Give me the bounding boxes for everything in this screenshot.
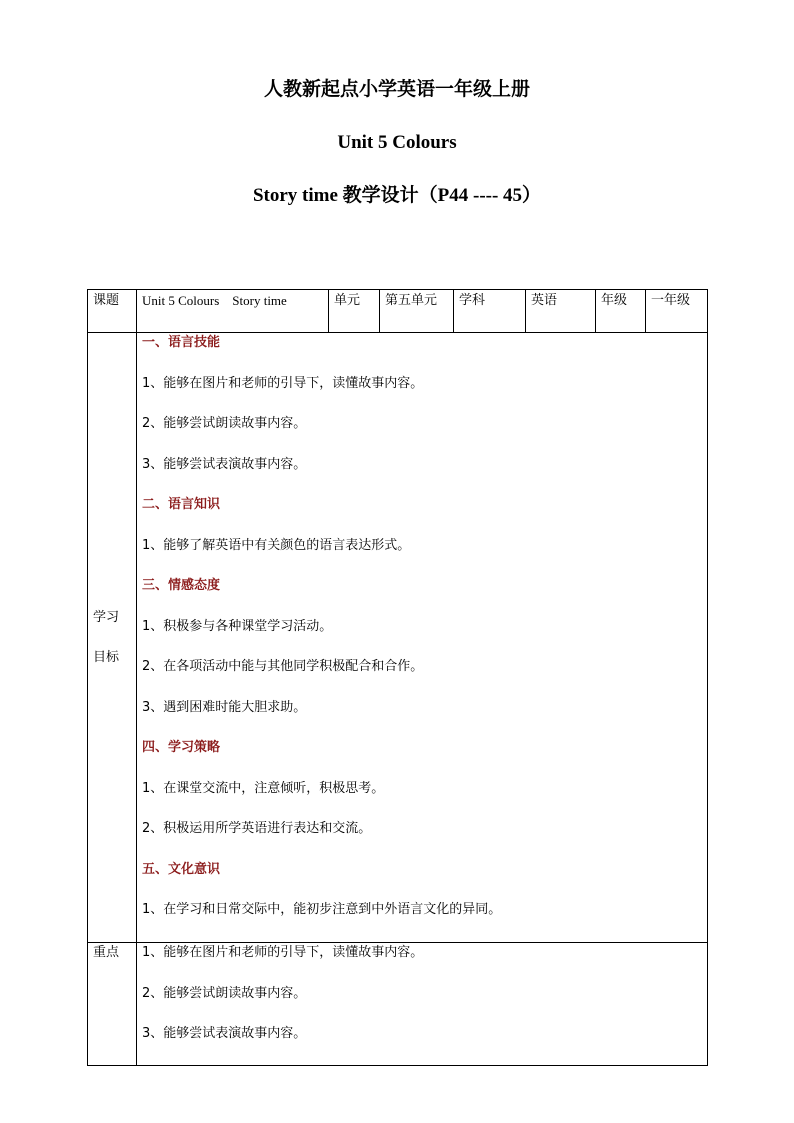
objective-line: 三、情感态度 (142, 578, 221, 593)
key-point-line: 3、能够尝试表演故事内容。 (142, 1026, 307, 1041)
objective-line: 二、语言知识 (142, 497, 221, 512)
objective-line: 3、遇到困难时能大胆求助。 (142, 699, 307, 715)
grade-label: 年级 (596, 290, 646, 333)
topic-label: 课题 (88, 290, 137, 333)
subject-label: 学科 (454, 290, 526, 333)
info-row (88, 290, 708, 333)
objectives-row (88, 333, 708, 943)
objective-line: 1、在课堂交流中，注意倾听，积极思考。 (142, 780, 385, 796)
objectives-content (137, 333, 708, 943)
objectives-label-line2: 目标 (93, 649, 120, 665)
key-points-content (137, 943, 708, 1066)
objectives-label-line1: 学习 (93, 609, 120, 625)
objective-line: 2、积极运用所学英语进行表达和交流。 (142, 821, 372, 836)
objective-line: 3、能够尝试表演故事内容。 (142, 456, 307, 472)
objective-line: 一、语言技能 (142, 335, 221, 350)
document-title: 人教新起点小学英语一年级上册 (263, 79, 530, 100)
objective-line: 1、在学习和日常交际中，能初步注意到中外语言文化的异同。 (142, 902, 502, 917)
unit-label: 单元 (329, 290, 380, 333)
key-points-label: 重点 (88, 943, 137, 1066)
grade-value: 一年级 (646, 290, 708, 333)
lesson-plan-table (87, 289, 708, 1066)
key-point-line: 1、能够在图片和老师的引导下，读懂故事内容。 (142, 945, 424, 960)
lesson-subtitle: Story time 教学设计（P44 ---- 45） (252, 185, 542, 206)
unit-value: 第五单元 (380, 290, 454, 333)
unit-title: Unit 5 Colours (337, 132, 457, 153)
objectives-label (88, 333, 137, 943)
key-points-row (88, 943, 708, 1066)
key-point-line: 2、能够尝试朗读故事内容。 (142, 985, 307, 1001)
objective-line: 1、能够了解英语中有关颜色的语言表达形式。 (142, 537, 411, 553)
objective-line: 2、能够尝试朗读故事内容。 (142, 416, 307, 431)
subject-value: 英语 (526, 290, 596, 333)
objective-line: 1、积极参与各种课堂学习活动。 (142, 618, 333, 634)
objective-line: 2、在各项活动中能与其他同学积极配合和合作。 (142, 659, 424, 674)
objective-line: 五、文化意识 (142, 861, 221, 877)
objective-line: 四、学习策略 (142, 740, 221, 755)
objective-line: 1、能够在图片和老师的引导下，读懂故事内容。 (142, 375, 424, 391)
topic-value: Unit 5 Colours Story time (137, 290, 329, 333)
